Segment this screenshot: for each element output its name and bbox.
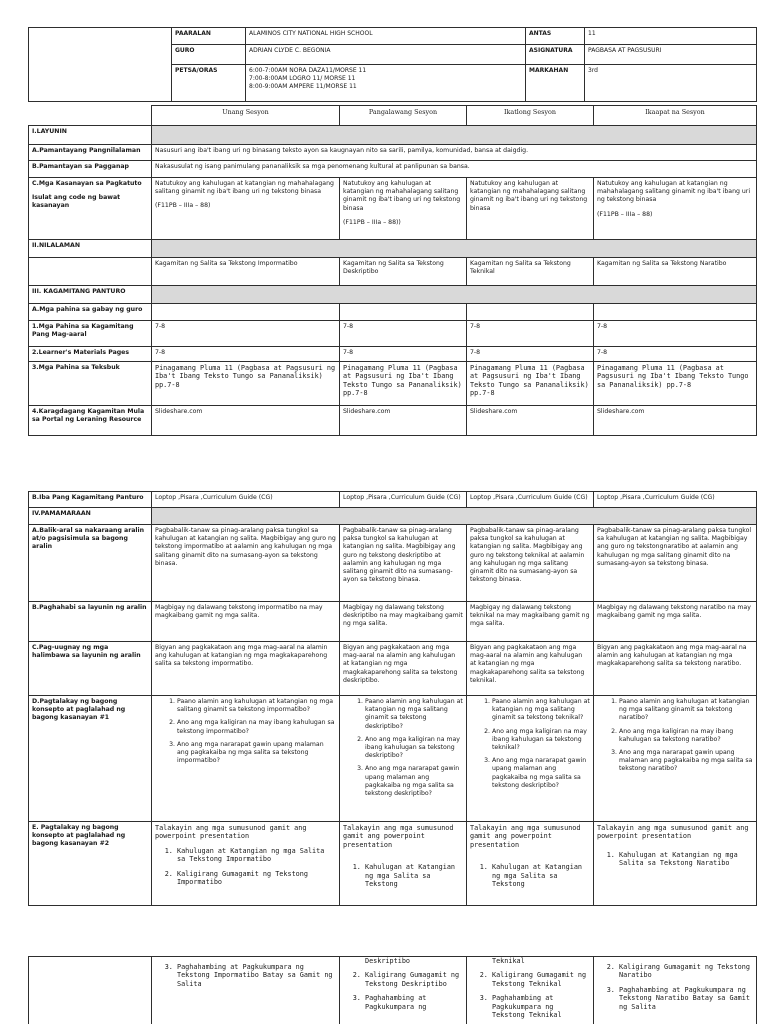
paghahabi-cell: Magbigay ng dalawang tekstong deskriptibo na may magkaibang gamit ng mga salita. — [340, 602, 467, 642]
petsa-line: 6:00-7:00AM NORA DAZA11/MORSE 11 — [249, 67, 367, 74]
layunin-heading: I.LAYUNIN — [29, 126, 152, 145]
kasanayan-cell — [594, 178, 757, 240]
asignatura-value: PAGBASA AT PAGSUSURI — [585, 45, 757, 65]
page-fragment-2 — [28, 491, 757, 906]
question-item: 1. Paano alamin ang kahulugan at katangian ng mga salitang ginamit sa tekstong impormatibo? — [177, 698, 336, 714]
iba-pang-kagamitan-label: B.Iba Pang Kagamitang Panturo — [29, 492, 152, 508]
topic-item: 2. Kaligirang Gumagamit ng Tekstong Teknikal — [492, 971, 590, 988]
teksbuk-cell: Pinagamang Pluma 11 (Pagbasa at Pagsusuri ng Iba't Ibang Teksto Tungo sa Pananaliksik) pp.7-8 — [594, 362, 757, 406]
topic-item: 1. Kahulugan at Katangian ng mga Salita sa Tekstong Impormatibo — [177, 847, 336, 864]
teksbuk-label: 3.Mga Pahina sa Teksbuk — [29, 362, 152, 406]
iba-cell: Loptop ,Pisara ,Curriculum Guide (CG) — [340, 492, 467, 508]
intro-text: Talakayin ang mga sumusunod gamit ang powerpoint presentation — [470, 824, 581, 849]
kasanayan-cell — [152, 178, 340, 240]
pahina-label: 1.Mga Pahina sa Kagamitang Pang Mag-aaral — [29, 321, 152, 347]
pagtalakay-1-cell — [594, 696, 757, 822]
paghahabi-cell: Magbigay ng dalawang tekstong naratibo na may magkaibang gamit ng mga salita. — [594, 602, 757, 642]
learners-label: 2.Learner's Materials Pages — [29, 347, 152, 362]
paaralan-label: PAARALAN — [172, 28, 246, 45]
gray-band — [152, 286, 757, 304]
kasanayan-cell — [467, 178, 594, 240]
question-item: 2. Ano ang mga kaligiran na may ibang kahulugan sa tekstong naratibo? — [619, 728, 753, 744]
teksbuk-cell: Pinagamang Pluma 11 (Pagbasa at Pagsusuri ng Iba't Ibang Teksto Tungo sa Pananaliksik) pp.7-8 — [152, 362, 340, 406]
continued-text: Teknikal — [492, 957, 525, 965]
balik-aral-cell: Pagbabalik-tanaw sa pinag-aralang paksa tungkol sa kahulugan at katangian ng salita. Magbibigay ang guro ng tekstongnaratibo at aalamin ang kahulugan ng mga salitang ginamit dito na sumasang-ayon sa tekstong binasa. — [594, 525, 757, 602]
petsa-value — [246, 65, 526, 102]
question-item: 3. Ano ang mga nararapat gawin upang malaman ang pagkakaiba ng mga salita sa tekstong naratibo? — [619, 749, 753, 774]
pahina-cell: 7-8 — [340, 321, 467, 347]
logo-box — [29, 28, 172, 102]
lesson-table-3 — [28, 956, 757, 1024]
question-item: 2. Ano ang mga kaligiran na may ibang kahulugan sa tekstong deskriptibo? — [365, 736, 463, 761]
topic-item: 1. Kahulugan at Katangian ng mga Salita sa Tekstong Naratibo — [619, 851, 753, 868]
topic-item: 1. Kahulugan at Katangian ng mga Salita sa Tekstong — [492, 863, 590, 888]
pagtalakay-2-label: E. Pagtalakay ng bagong konsepto at paglalahad ng bagong kasanayan #2 — [29, 822, 152, 906]
question-item: 3. Ano ang mga nararapat gawin upang malaman ang pagkakaiba ng mga salita sa tekstong impormatibo? — [177, 741, 336, 766]
header-table — [28, 27, 757, 102]
nilalaman-heading: II.NILALAMAN — [29, 240, 152, 258]
pamantayan-sa-pagganap-value: Nakasusulat ng isang panimulang pananaliksik sa mga penomenang kultural at panlipunan sa bansa. — [152, 161, 757, 178]
continuation-cell — [594, 957, 757, 1024]
empty-cell — [594, 304, 757, 321]
nilalaman-cell: Kagamitan ng Salita sa Tekstong Deskriptibo — [340, 258, 467, 286]
kasanayan-label-line: Isulat ang code ng bawat kasanayan — [32, 194, 121, 210]
kagamitang-panturo-heading: III. KAGAMITANG PANTURO — [29, 286, 152, 304]
kasanayan-text: Natutukoy ang kahulugan at katangian ng mahahalagang salitang ginamit ng iba't ibang uri ng tekstong binasa — [155, 180, 334, 196]
pahina-cell: 7-8 — [467, 321, 594, 347]
balik-aral-cell: Pagbabalik-tanaw sa pinag-aralang paksa tungkol sa kahulugan at katangian ng salita. Magbibigay ang guro ng tekstong teknikal at aalamin ang kahulugan ng mga salitang ginamit dito na sumasang-ayon sa tekstong binasa. — [467, 525, 594, 602]
kasanayan-code: (F11PB – IIIa – 88)) — [343, 218, 401, 226]
topic-item: 3. Paghahambing at Pagkukumpara ng Tekstong Teknikal — [492, 994, 590, 1019]
pagtalakay-2-cell — [594, 822, 757, 906]
gray-band — [152, 126, 757, 145]
paaralan-value: ALAMINOS CITY NATIONAL HIGH SCHOOL — [246, 28, 526, 45]
learners-cell: 7-8 — [594, 347, 757, 362]
topic-item: 3. Paghahambing at Pagkukumpara ng Tekstong Naratibo Batay sa Gamit ng Salita — [619, 986, 753, 1011]
session-header-3: Ikatlong Sesyon — [467, 106, 594, 126]
kasanayan-text: Natutukoy ang kahulugan at katangian ng mahahalagang salitang ginamit ng iba't ibang uri ng tekstong binasa — [470, 180, 588, 212]
pahina-cell: 7-8 — [594, 321, 757, 347]
empty-cell — [152, 304, 340, 321]
kasanayan-label-line: C.Mga Kasanayan sa Pagkatuto — [32, 180, 142, 187]
pamantayang-pangnilalaman-value: Nasusuri ang iba't ibang uri ng binasang teksto ayon sa kaugnayan nito sa sarili, pamilya, komunidad, bansa at daigdig. — [152, 145, 757, 161]
guro-value: ADRIAN CLYDE C. BEGONIA — [246, 45, 526, 65]
session-header-2: Pangalawang Sesyon — [340, 106, 467, 126]
gray-band — [152, 508, 757, 525]
iba-cell: Loptop ,Pisara ,Curriculum Guide (CG) — [152, 492, 340, 508]
intro-text: Talakayin ang mga sumusunod gamit ang powerpoint presentation — [343, 824, 454, 849]
pagtalakay-2-cell — [152, 822, 340, 906]
question-item: 2. Ano ang mga kaligiran na may ibang kahulugan sa tekstong impormatibo? — [177, 719, 336, 735]
pagtalakay-1-label: D.Pagtalakay ng bagong konsepto at paglalahad ng bagong kasanayan #1 — [29, 696, 152, 822]
kasanayan-text: Natutukoy ang kahulugan at katangian ng mahahalagang salitang ginamit ng iba't ibang uri ng tekstong binasa — [597, 180, 751, 204]
question-item: 1. Paano alamin ang kahulugan at katangian ng mga salitang ginamit sa tekstong deskriptibo? — [365, 698, 463, 731]
continuation-cell — [467, 957, 594, 1024]
topic-item: 3. Paghahambing at Pagkukumpara ng Tekstong Impormatibo Batay sa Gamit ng Salita — [177, 963, 336, 988]
iba-cell: Loptop ,Pisara ,Curriculum Guide (CG) — [467, 492, 594, 508]
pagtalakay-2-cell — [340, 822, 467, 906]
pag-uugnay-label: C.Pag-uugnay ng mga halimbawa sa layunin ng aralin — [29, 642, 152, 696]
guro-label: GURO — [172, 45, 246, 65]
kasanayan-label — [29, 178, 152, 240]
continuation-cell — [340, 957, 467, 1024]
session-header-1: Unang Sesyon — [152, 106, 340, 126]
intro-text: Talakayin ang mga sumusunod gamit ang powerpoint presentation — [155, 824, 307, 841]
karagdagang-cell: Slideshare.com — [152, 406, 340, 436]
lesson-table-1 — [28, 105, 757, 436]
page-fragment-1 — [28, 27, 757, 436]
empty-label-cell — [29, 957, 152, 1024]
kasanayan-text: Natutukoy ang kahulugan at katangian ng mahahalagang salitang ginamit ng iba't ibang uri ng tekstong binasa — [343, 180, 461, 212]
corner-cell — [29, 106, 152, 126]
pag-uugnay-cell: Bigyan ang pagkakataon ang mga mag-aaral na alamin ang kahulugan at katangian ng mga magkakaparehong salita sa tekstong impormatibo. — [152, 642, 340, 696]
lesson-table-2 — [28, 491, 757, 906]
teksbuk-cell: Pinagamang Pluma 11 (Pagbasa at Pagsusuri ng Iba't Ibang Teksto Tungo sa Pananaliksik) pp.7-8 — [467, 362, 594, 406]
pagtalakay-1-cell — [152, 696, 340, 822]
pamantayan-sa-pagganap-label: B.Pamantayan sa Pagganap — [29, 161, 152, 178]
petsa-label: PETSA/ORAS — [172, 65, 246, 102]
intro-text: Talakayin ang mga sumusunod gamit ang powerpoint presentation — [597, 824, 749, 841]
gabay-label: A.Mga pahina sa gabay ng guro — [29, 304, 152, 321]
session-header-4: Ikaapat na Sesyon — [594, 106, 757, 126]
pag-uugnay-cell: Bigyan ang pagkakataon ang mga mag-aaral na alamin ang kahulugan at katangian ng mga magkakaparehong salita sa tekstong teknikal. — [467, 642, 594, 696]
topic-item: 2. Kaligirang Gumagamit ng Tekstong Deskriptibo — [365, 971, 463, 988]
iba-cell: Loptop ,Pisara ,Curriculum Guide (CG) — [594, 492, 757, 508]
asignatura-label: ASIGNATURA — [526, 45, 585, 65]
pag-uugnay-cell: Bigyan ang pagkakataon ang mga mag-aaral na alamin ang kahulugan at katangian ng mga magkakaparehong salita sa tekstong deskriptibo. — [340, 642, 467, 696]
question-item: 3. Ano ang mga nararapat gawin upang malaman ang pagkakaiba ng mga salita sa tekstong deskriptibo? — [365, 765, 463, 798]
karagdagang-label: 4.Karagdagang Kagamitan Mula sa Portal ng Leraning Resource — [29, 406, 152, 436]
kasanayan-code: (F11PB – IIIa – 88) — [155, 202, 211, 210]
topic-item: 2. Kaligirang Gumagamit ng Tekstong Impormatibo — [177, 870, 336, 887]
pagtalakay-2-cell — [467, 822, 594, 906]
nilalaman-cell: Kagamitan ng Salita sa Tekstong Naratibo — [594, 258, 757, 286]
nilalaman-cell: Kagamitan ng Salita sa Tekstong Impormatibo — [152, 258, 340, 286]
teksbuk-cell: Pinagamang Pluma 11 (Pagbasa at Pagsusuri ng Iba't Ibang Teksto Tungo sa Pananaliksik) pp.7-8 — [340, 362, 467, 406]
antas-label: ANTAS — [526, 28, 585, 45]
pahina-cell: 7-8 — [152, 321, 340, 347]
karagdagang-cell: Slideshare.com — [594, 406, 757, 436]
karagdagang-cell: Slideshare.com — [340, 406, 467, 436]
page-fragment-3 — [28, 956, 757, 1024]
antas-value: 11 — [585, 28, 757, 45]
nilalaman-cell: Kagamitan ng Salita sa Tekstong Teknikal — [467, 258, 594, 286]
topic-item: 3. Paghahambing at Pagkukumpara ng — [365, 994, 463, 1011]
nilalaman-spacer — [29, 258, 152, 286]
markahan-label: MARKAHAN — [526, 65, 585, 102]
petsa-line: 8:00-9:00AM AMPERE 11/MORSE 11 — [249, 82, 357, 90]
pamamaraan-heading: IV.PAMAMARAAN — [29, 508, 152, 525]
question-item: 2. Ano ang mga kaligiran na may ibang kahulugan sa tekstong teknikal? — [492, 728, 590, 753]
continuation-cell — [152, 957, 340, 1024]
karagdagang-cell: Slideshare.com — [467, 406, 594, 436]
question-item: 1. Paano alamin ang kahulugan at katangian ng mga salitang ginamit sa tekstong teknikal? — [492, 698, 590, 723]
question-item: 3. Ano ang mga nararapat gawin upang malaman ang pagkakaiba ng mga salita sa tekstong deskriptibo? — [492, 757, 590, 790]
balik-aral-cell: Pagbabalik-tanaw sa pinag-aralang paksa tungkol sa kahulugan at katangian ng salita. Magbibigay ang guro ng tekstong deskriptibo at aalamin ang kahulugan ng mga salitang ginamit dito na sumasang-ayon sa tekstong binasa. — [340, 525, 467, 602]
petsa-line: 7:00-8:00AM LOGRO 11/ MORSE 11 — [249, 74, 356, 82]
topic-item: 1. Kahulugan at Katangian ng mga Salita sa Tekstong — [365, 863, 463, 888]
pagtalakay-1-cell — [340, 696, 467, 822]
paghahabi-label: B.Paghahabi sa layunin ng aralin — [29, 602, 152, 642]
empty-cell — [467, 304, 594, 321]
markahan-value: 3rd — [585, 65, 757, 102]
learners-cell: 7-8 — [340, 347, 467, 362]
empty-cell — [340, 304, 467, 321]
gray-band — [152, 240, 757, 258]
question-item: 1. Paano alamin ang kahulugan at katangian ng mga salitang ginamit sa tekstong naratibo? — [619, 698, 753, 723]
balik-aral-label: A.Balik-aral sa nakaraang aralin at/o pagsisimula sa bagong aralin — [29, 525, 152, 602]
balik-aral-cell: Pagbabalik-tanaw sa pinag-aralang paksa tungkol sa kahulugan at katangian ng salita. Magbibigay ang guro ng tekstong impormatibo at aalamin ang kahulugan ng mga salitang ginamit dito na sumasang-ayon sa tekstong binasa. — [152, 525, 340, 602]
learners-cell: 7-8 — [467, 347, 594, 362]
kasanayan-code: (F11PB – IIIa – 88) — [597, 210, 653, 218]
pagtalakay-1-cell — [467, 696, 594, 822]
continued-text: Deskriptibo — [365, 957, 411, 965]
kasanayan-cell — [340, 178, 467, 240]
paghahabi-cell: Magbigay ng dalawang tekstong teknikal na may magkaibang gamit ng mga salita. — [467, 602, 594, 642]
pamantayang-pangnilalaman-label: A.Pamantayang Pangnilalaman — [29, 145, 152, 161]
learners-cell: 7-8 — [152, 347, 340, 362]
pag-uugnay-cell: Bigyan ang pagkakataon ang mga mag-aaral na alamin ang kahulugan at katangian ng mga magkakaparehong salita sa tekstong naratibo. — [594, 642, 757, 696]
paghahabi-cell: Magbigay ng dalawang tekstong impormatibo na may magkaibang gamit ng mga salita. — [152, 602, 340, 642]
topic-item: 2. Kaligirang Gumagamit ng Tekstong Naratibo — [619, 963, 753, 980]
